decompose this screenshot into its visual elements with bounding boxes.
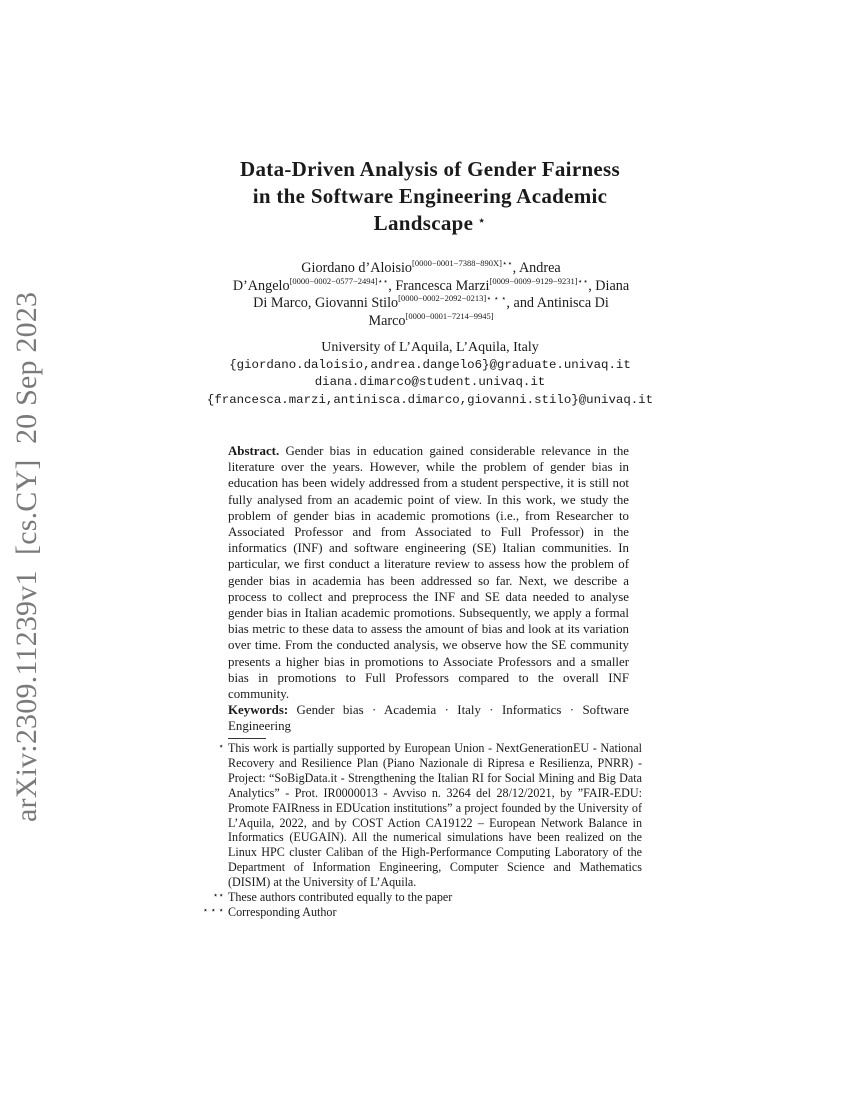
institution: University of L’Aquila, L’Aquila, Italy [321,340,539,355]
author-name: Giordano d’Aloisio [301,260,413,276]
affiliation-block [200,339,660,409]
author-name: D’Angelo [232,277,290,294]
footnote-marker: ⋆ [218,741,224,751]
author-list: Giordano d’Aloisio$^{[0000-0001-7388-890X]⋆⋆}$, Andrea D’Angelo$^{[0000-0002-0577-2494]⋆⋆}$, Francesca Marzi$^{[0009-0009-9129-9231]⋆⋆}$, Diana Di Marco, Giovanni Stilo$^{[0000-0002-2092-0213]⋆ ⋆ ⋆}$, and Antinisca Di Marco[0000−0001−7214−9945] [232,258,630,329]
orcid-id[interactable]: [0000−0002−0577−2494] [289,275,378,286]
author-name: Di Marco [253,295,308,311]
footnote-text: These authors contributed equally to the paper [228,890,453,905]
author-name: Marco [368,312,406,329]
email-line[interactable]: diana.dimarco@student.univaq.it [314,375,546,389]
footnote-marker[interactable]: ⋆⋆ [501,258,513,268]
footnote-marker: ⋆ ⋆ ⋆ [202,904,224,915]
abstract-label: Abstract. [228,444,280,458]
author-name: Antinisca Di [536,295,609,311]
title-line-1: Data-Driven Analysis of Gender Fairness [240,157,620,181]
title-line-3: Landscape [373,211,474,235]
footnote-marker[interactable]: ⋆⋆ [577,275,589,286]
paper-title [200,156,660,237]
footnote-marker: ⋆⋆ [212,890,224,901]
footnote-divider [228,738,266,739]
footnote-text: Corresponding Author [228,904,337,919]
keywords [228,702,629,734]
footnote-funding [170,741,642,890]
keywords-label: Keywords: [228,703,289,717]
orcid-id[interactable]: [0009−0009−9129−9231] [489,275,578,286]
author-name: Giovanni Stilo [314,295,399,311]
email-line[interactable]: {giordano.daloisio,andrea.dangelo6}@graduate.univaq.it [229,357,631,372]
orcid-id[interactable]: [0000−0001−7388−890X] [412,258,502,268]
email-line[interactable]: {francesca.marzi,antinisca.dimarco,giovanni.stilo}@univaq.it [206,392,654,407]
author-name: Francesca Marzi [395,277,490,294]
footnote-equal-contribution [170,890,642,905]
footnote-corresponding-author [170,905,642,920]
title-footnote-marker[interactable]: ⋆ [477,214,487,229]
keywords-text: Gender bias · Academia · Italy · Informatics · Software Engineering [228,703,629,734]
footnote-marker[interactable]: ⋆ ⋆ ⋆ [486,293,507,303]
footnote-marker[interactable]: ⋆⋆ [377,275,389,286]
abstract-text: Gender bias in education gained considerable relevance in the literature over the years. However, while the problem of gender bias in education has been widely addressed from a student perspective, it is still not fully analysed from an academic point of view. In this work, we study the problem of gender bias in academic promotions (i.e., from Researcher to Associated Professor and from Associated to Full Professor) in the informatics (INF) and software engineering (SE) Italian communities. In particular, we first conduct a literature review to assess how the problem of gender bias in academia has been addressed so far. Next, we describe a process to collect and preprocess the INF and SE data needed to analyse gender bias in Italian academic promotions. Subsequently, we apply a formal bias metric to these data to assess the amount of bias and look at its variation over time. From the conducted analysis, we observe how the SE community presents a higher bias in promotions to Associate Professors and a smaller bias in promotions to Full Professors compared to the overall INF community. [228,444,629,702]
title-line-2: in the Software Engineering Academic [252,183,608,208]
author-conjunction: , and [506,295,537,311]
footnote-text: This work is partially supported by European Union - NextGenerationEU - National Recovery and Resilience Plan (Piano Nazionale di Ripresa e Resilienza, PNRR) - Project: “SoBigData.it - Strengthening the Italian RI for Social Mining and Big Data Analytics” - Prot. IR0000013 - Avviso n. 3264 del 28/12/2021, by ”FAIR-EDU: Promote FAIRness in EDUcation institutions” a project founded by the University of L’Aquila, 2022, and by COST Action CA19122 – European Network Balance in Informatics (EUGAIN). All the numerical simulations have been realized on the Linux HPC cluster Caliban of the High-Performance Computing Laboratory of the Department of Information Engineering, Computer Science and Mathematics (DISIM) at the University of L’Aquila. [228,741,642,890]
author-name: Diana [595,277,630,294]
arxiv-identifier-stamp: arXiv:2309.11239v1 [cs.CY] 20 Sep 2023 [10,291,43,822]
author-name: Andrea [518,260,561,276]
orcid-id[interactable]: [0000−0001−7214−9945] [405,310,494,321]
orcid-id[interactable]: [0000−0002−2092−0213] [398,293,487,303]
abstract [228,443,629,702]
footnotes [170,741,642,920]
